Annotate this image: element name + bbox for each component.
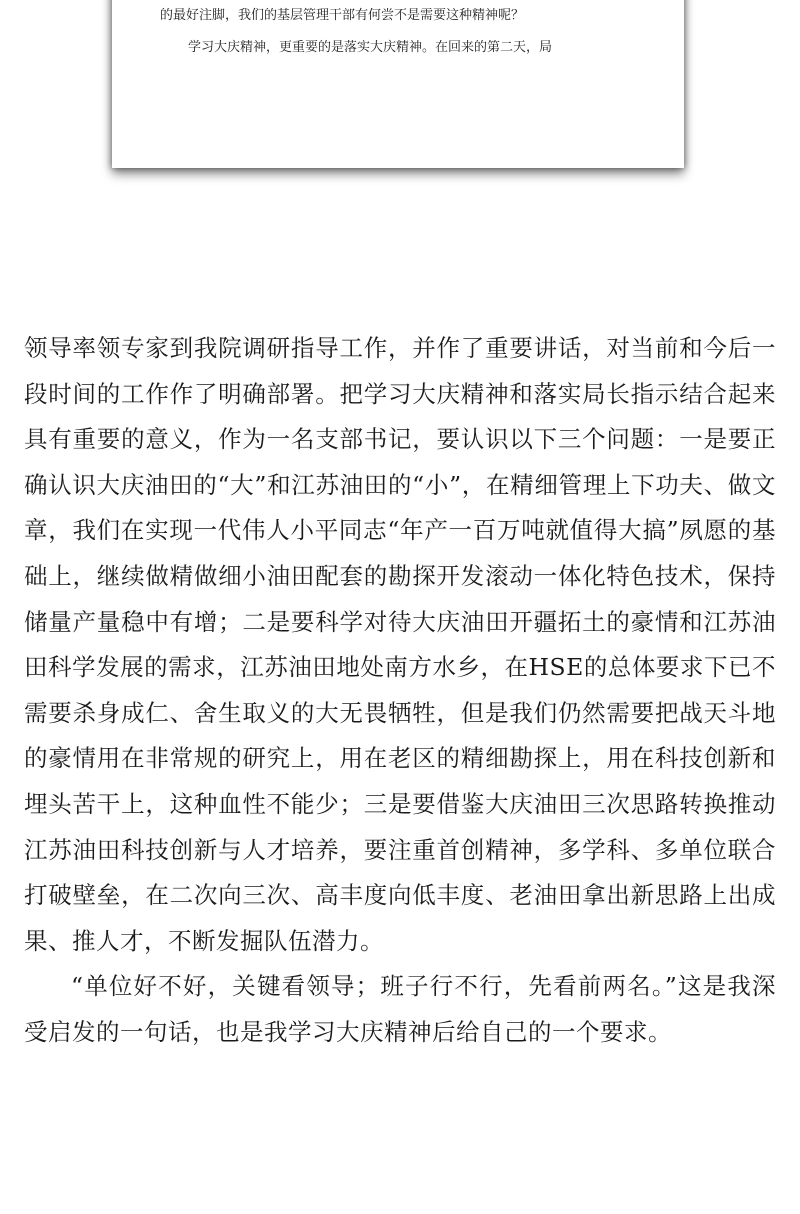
card-text-line: 的最好注脚，我们的基层管理干部有何尝不是需要这种精神呢？ <box>160 8 525 23</box>
article-paragraph: “单位好不好，关键看领导；班子行不行，先看前两名。”这是我深受启发的一句话，也是我学习大庆精神后给自己的一个要求。 <box>24 972 776 1046</box>
card-text-line: 学习大庆精神，更重要的是落实大庆精神。在回来的第二天，局 <box>188 40 553 55</box>
article-body <box>24 326 776 1056</box>
article-paragraph: 领导率领专家到我院调研指导工作，并作了重要讲话，对当前和今后一段时间的工作作了明确部署。把学习大庆精神和落实局长指示结合起来具有重要的意义，作为一名支部书记，要认识以下三个问题：一是要正确认识大庆油田的“大”和江苏油田的“小”，在精细管理上下功夫、做文章，我们在实现一代伟人小平同志“年产一百万吨就值得大搞”夙愿的基础上，继续做精做细小油田配套的勘探开发滚动一体化特色技术，保持储量产量稳中有增；二是要科学对待大庆油田开疆拓土的豪情和江苏油田科学发展的需求，江苏油田地处南方水乡，在HSE的总体要求下已不需要杀身成仁、舍生取义的大无畏牺牲，但是我们仍然需要把战天斗地的豪情用在非常规的研究上，用在老区的精细勘探上，用在科技创新和埋头苦干上，这种血性不能少；三是要借鉴大庆油田三次思路转换推动江苏油田科技创新与人才培养，要注重首创精神，多学科、多单位联合打破壁垒，在二次向三次、高丰度向低丰度、老油田拿出新思路上出成果、推人才，不断发掘队伍潜力。 <box>24 334 776 955</box>
preview-page-card <box>112 0 684 168</box>
